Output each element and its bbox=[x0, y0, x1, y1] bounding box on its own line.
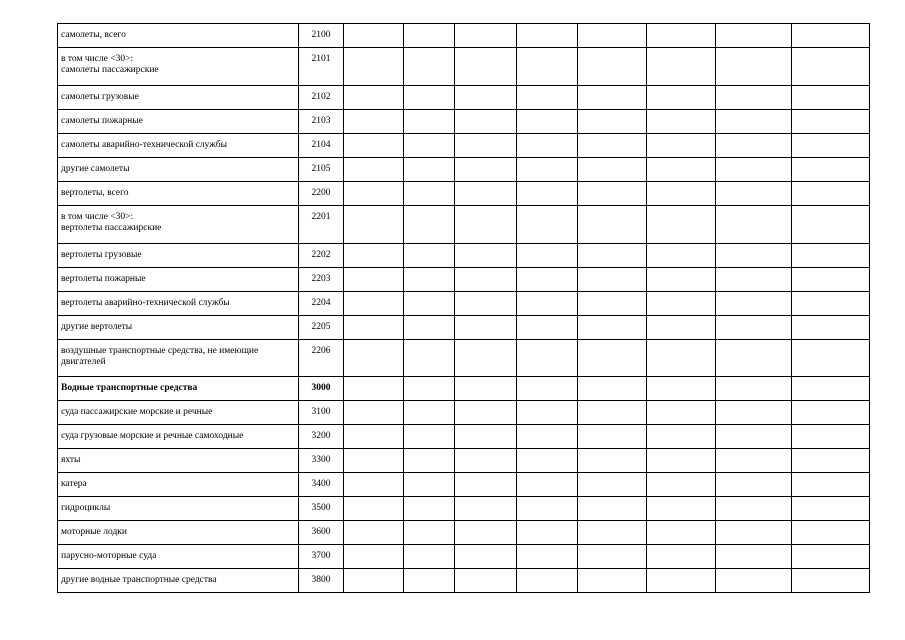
value-cell[interactable] bbox=[716, 377, 792, 401]
value-cell[interactable] bbox=[647, 569, 716, 593]
value-cell[interactable] bbox=[344, 48, 404, 86]
value-cell[interactable] bbox=[344, 24, 404, 48]
row-name-cell: самолеты, всего bbox=[58, 24, 299, 48]
value-cell[interactable] bbox=[404, 182, 455, 206]
value-cell[interactable] bbox=[578, 377, 647, 401]
row-code-cell: 2102 bbox=[299, 86, 344, 110]
table-row bbox=[58, 569, 870, 593]
value-cell[interactable] bbox=[716, 473, 792, 497]
table-row bbox=[58, 24, 870, 48]
value-cell[interactable] bbox=[792, 401, 870, 425]
value-cell[interactable] bbox=[517, 244, 578, 268]
value-cell[interactable] bbox=[716, 545, 792, 569]
value-cell[interactable] bbox=[517, 377, 578, 401]
value-cell[interactable] bbox=[455, 340, 517, 377]
value-cell[interactable] bbox=[344, 86, 404, 110]
table-row bbox=[58, 425, 870, 449]
table-row bbox=[58, 134, 870, 158]
transport-vehicles-table bbox=[57, 23, 870, 593]
value-cell[interactable] bbox=[344, 316, 404, 340]
row-code-cell: 2101 bbox=[299, 48, 344, 86]
value-cell[interactable] bbox=[455, 292, 517, 316]
row-code-cell: 2104 bbox=[299, 134, 344, 158]
value-cell[interactable] bbox=[517, 449, 578, 473]
value-cell[interactable] bbox=[344, 497, 404, 521]
value-cell[interactable] bbox=[344, 449, 404, 473]
value-cell[interactable] bbox=[647, 158, 716, 182]
value-cell[interactable] bbox=[792, 521, 870, 545]
value-cell[interactable] bbox=[404, 521, 455, 545]
row-name-cell bbox=[58, 340, 299, 377]
value-cell[interactable] bbox=[404, 569, 455, 593]
table-row bbox=[58, 48, 870, 86]
table-row bbox=[58, 86, 870, 110]
value-cell[interactable] bbox=[578, 244, 647, 268]
row-name-cell bbox=[58, 48, 299, 86]
table-row bbox=[58, 545, 870, 569]
value-cell[interactable] bbox=[792, 86, 870, 110]
table-row bbox=[58, 206, 870, 244]
value-cell[interactable] bbox=[647, 316, 716, 340]
value-cell[interactable] bbox=[344, 206, 404, 244]
table-row bbox=[58, 449, 870, 473]
value-cell[interactable] bbox=[404, 158, 455, 182]
row-code-cell: 3200 bbox=[299, 425, 344, 449]
value-cell[interactable] bbox=[792, 340, 870, 377]
table-row bbox=[58, 401, 870, 425]
row-name-line2: самолеты пассажирские bbox=[61, 65, 159, 75]
value-cell[interactable] bbox=[647, 86, 716, 110]
value-cell[interactable] bbox=[404, 110, 455, 134]
value-cell[interactable] bbox=[517, 86, 578, 110]
value-cell[interactable] bbox=[455, 545, 517, 569]
value-cell[interactable] bbox=[455, 244, 517, 268]
value-cell[interactable] bbox=[517, 425, 578, 449]
value-cell[interactable] bbox=[647, 340, 716, 377]
value-cell[interactable] bbox=[517, 24, 578, 48]
value-cell[interactable] bbox=[647, 377, 716, 401]
value-cell[interactable] bbox=[716, 206, 792, 244]
row-code-cell: 2105 bbox=[299, 158, 344, 182]
value-cell[interactable] bbox=[404, 206, 455, 244]
value-cell[interactable] bbox=[455, 377, 517, 401]
value-cell[interactable] bbox=[792, 425, 870, 449]
value-cell[interactable] bbox=[517, 158, 578, 182]
value-cell[interactable] bbox=[578, 569, 647, 593]
value-cell[interactable] bbox=[716, 425, 792, 449]
value-cell[interactable] bbox=[792, 268, 870, 292]
value-cell[interactable] bbox=[344, 110, 404, 134]
value-cell[interactable] bbox=[404, 473, 455, 497]
value-cell[interactable] bbox=[716, 292, 792, 316]
value-cell[interactable] bbox=[647, 425, 716, 449]
value-cell[interactable] bbox=[455, 473, 517, 497]
value-cell[interactable] bbox=[344, 134, 404, 158]
value-cell[interactable] bbox=[344, 377, 404, 401]
row-name-cell: вертолеты аварийно-технической службы bbox=[58, 292, 299, 316]
row-name-cell: самолеты грузовые bbox=[58, 86, 299, 110]
row-code-cell: 2103 bbox=[299, 110, 344, 134]
table-row bbox=[58, 521, 870, 545]
value-cell[interactable] bbox=[517, 473, 578, 497]
value-cell[interactable] bbox=[716, 48, 792, 86]
value-cell[interactable] bbox=[455, 497, 517, 521]
table-row bbox=[58, 158, 870, 182]
row-code-cell: 2202 bbox=[299, 244, 344, 268]
value-cell[interactable] bbox=[404, 316, 455, 340]
value-cell[interactable] bbox=[404, 425, 455, 449]
value-cell[interactable] bbox=[716, 86, 792, 110]
value-cell[interactable] bbox=[517, 569, 578, 593]
value-cell[interactable] bbox=[578, 268, 647, 292]
row-code-cell: 2200 bbox=[299, 182, 344, 206]
value-cell[interactable] bbox=[578, 24, 647, 48]
value-cell[interactable] bbox=[404, 244, 455, 268]
value-cell[interactable] bbox=[716, 134, 792, 158]
value-cell[interactable] bbox=[647, 24, 716, 48]
value-cell[interactable] bbox=[578, 86, 647, 110]
value-cell[interactable] bbox=[578, 545, 647, 569]
value-cell[interactable] bbox=[404, 377, 455, 401]
value-cell[interactable] bbox=[716, 449, 792, 473]
row-code-cell: 3700 bbox=[299, 545, 344, 569]
value-cell[interactable] bbox=[716, 569, 792, 593]
value-cell[interactable] bbox=[792, 206, 870, 244]
row-name-cell: парусно-моторные суда bbox=[58, 545, 299, 569]
value-cell[interactable] bbox=[647, 244, 716, 268]
value-cell[interactable] bbox=[455, 48, 517, 86]
row-name-cell: катера bbox=[58, 473, 299, 497]
value-cell[interactable] bbox=[716, 24, 792, 48]
value-cell[interactable] bbox=[344, 473, 404, 497]
value-cell[interactable] bbox=[716, 497, 792, 521]
table-row bbox=[58, 268, 870, 292]
value-cell[interactable] bbox=[647, 110, 716, 134]
value-cell[interactable] bbox=[792, 110, 870, 134]
value-cell[interactable] bbox=[716, 401, 792, 425]
value-cell[interactable] bbox=[344, 340, 404, 377]
row-code-cell: 2205 bbox=[299, 316, 344, 340]
row-name-cell: моторные лодки bbox=[58, 521, 299, 545]
value-cell[interactable] bbox=[517, 182, 578, 206]
value-cell[interactable] bbox=[404, 134, 455, 158]
table-row bbox=[58, 110, 870, 134]
row-name-line2: двигателей bbox=[61, 357, 106, 367]
row-name-cell: вертолеты пожарные bbox=[58, 268, 299, 292]
value-cell[interactable] bbox=[716, 521, 792, 545]
value-cell[interactable] bbox=[792, 316, 870, 340]
value-cell[interactable] bbox=[578, 497, 647, 521]
value-cell[interactable] bbox=[578, 182, 647, 206]
value-cell[interactable] bbox=[716, 158, 792, 182]
row-name-cell: другие вертолеты bbox=[58, 316, 299, 340]
row-code-cell: 2204 bbox=[299, 292, 344, 316]
value-cell[interactable] bbox=[578, 340, 647, 377]
table-row bbox=[58, 316, 870, 340]
value-cell[interactable] bbox=[517, 497, 578, 521]
value-cell[interactable] bbox=[647, 292, 716, 316]
value-cell[interactable] bbox=[578, 292, 647, 316]
value-cell[interactable] bbox=[455, 569, 517, 593]
value-cell[interactable] bbox=[647, 401, 716, 425]
value-cell[interactable] bbox=[455, 401, 517, 425]
table-row bbox=[58, 473, 870, 497]
row-name-line1: в том числе <30>: bbox=[61, 54, 134, 64]
row-code-cell: 3300 bbox=[299, 449, 344, 473]
value-cell[interactable] bbox=[578, 158, 647, 182]
value-cell[interactable] bbox=[455, 425, 517, 449]
row-name-line2: вертолеты пассажирские bbox=[61, 223, 162, 233]
value-cell[interactable] bbox=[792, 449, 870, 473]
value-cell[interactable] bbox=[517, 48, 578, 86]
value-cell[interactable] bbox=[517, 110, 578, 134]
value-cell[interactable] bbox=[404, 24, 455, 48]
table-row bbox=[58, 377, 870, 401]
value-cell[interactable] bbox=[647, 473, 716, 497]
table-row bbox=[58, 292, 870, 316]
value-cell[interactable] bbox=[716, 316, 792, 340]
value-cell[interactable] bbox=[517, 316, 578, 340]
value-cell[interactable] bbox=[578, 521, 647, 545]
value-cell[interactable] bbox=[647, 268, 716, 292]
row-code-cell: 3600 bbox=[299, 521, 344, 545]
value-cell[interactable] bbox=[647, 449, 716, 473]
row-code-cell: 3000 bbox=[299, 377, 344, 401]
value-cell[interactable] bbox=[455, 316, 517, 340]
value-cell[interactable] bbox=[455, 134, 517, 158]
row-code-cell: 3800 bbox=[299, 569, 344, 593]
row-code-cell: 3500 bbox=[299, 497, 344, 521]
value-cell[interactable] bbox=[716, 182, 792, 206]
row-name-cell: гидроциклы bbox=[58, 497, 299, 521]
row-name-line1: воздушные транспортные средства, не имеющие bbox=[61, 346, 259, 356]
value-cell[interactable] bbox=[344, 545, 404, 569]
value-cell[interactable] bbox=[578, 206, 647, 244]
value-cell[interactable] bbox=[455, 521, 517, 545]
table-row bbox=[58, 244, 870, 268]
value-cell[interactable] bbox=[578, 473, 647, 497]
value-cell[interactable] bbox=[404, 86, 455, 110]
value-cell[interactable] bbox=[792, 182, 870, 206]
row-name-cell: суда пассажирские морские и речные bbox=[58, 401, 299, 425]
value-cell[interactable] bbox=[578, 134, 647, 158]
value-cell[interactable] bbox=[344, 268, 404, 292]
value-cell[interactable] bbox=[455, 449, 517, 473]
value-cell[interactable] bbox=[578, 48, 647, 86]
value-cell[interactable] bbox=[792, 545, 870, 569]
value-cell[interactable] bbox=[404, 497, 455, 521]
value-cell[interactable] bbox=[455, 182, 517, 206]
value-cell[interactable] bbox=[455, 24, 517, 48]
value-cell[interactable] bbox=[647, 497, 716, 521]
row-code-cell: 2203 bbox=[299, 268, 344, 292]
row-name-cell: другие водные транспортные средства bbox=[58, 569, 299, 593]
row-name-cell: самолеты аварийно-технической службы bbox=[58, 134, 299, 158]
value-cell[interactable] bbox=[647, 521, 716, 545]
value-cell[interactable] bbox=[716, 110, 792, 134]
value-cell[interactable] bbox=[517, 340, 578, 377]
value-cell[interactable] bbox=[647, 182, 716, 206]
row-name-cell: Водные транспортные средства bbox=[58, 377, 299, 401]
value-cell[interactable] bbox=[578, 425, 647, 449]
value-cell[interactable] bbox=[455, 206, 517, 244]
value-cell[interactable] bbox=[578, 401, 647, 425]
value-cell[interactable] bbox=[404, 48, 455, 86]
table-row bbox=[58, 340, 870, 377]
value-cell[interactable] bbox=[404, 340, 455, 377]
value-cell[interactable] bbox=[404, 449, 455, 473]
value-cell[interactable] bbox=[517, 401, 578, 425]
value-cell[interactable] bbox=[792, 569, 870, 593]
row-name-cell: яхты bbox=[58, 449, 299, 473]
value-cell[interactable] bbox=[716, 340, 792, 377]
value-cell[interactable] bbox=[344, 182, 404, 206]
value-cell[interactable] bbox=[517, 134, 578, 158]
value-cell[interactable] bbox=[344, 292, 404, 316]
value-cell[interactable] bbox=[344, 158, 404, 182]
value-cell[interactable] bbox=[517, 206, 578, 244]
value-cell[interactable] bbox=[517, 545, 578, 569]
value-cell[interactable] bbox=[578, 110, 647, 134]
value-cell[interactable] bbox=[455, 268, 517, 292]
value-cell[interactable] bbox=[344, 425, 404, 449]
value-cell[interactable] bbox=[792, 473, 870, 497]
table-row bbox=[58, 182, 870, 206]
row-code-cell: 2206 bbox=[299, 340, 344, 377]
row-name-cell bbox=[58, 206, 299, 244]
value-cell[interactable] bbox=[455, 86, 517, 110]
row-name-cell: вертолеты, всего bbox=[58, 182, 299, 206]
value-cell[interactable] bbox=[404, 545, 455, 569]
value-cell[interactable] bbox=[647, 134, 716, 158]
value-cell[interactable] bbox=[716, 244, 792, 268]
value-cell[interactable] bbox=[792, 134, 870, 158]
value-cell[interactable] bbox=[792, 377, 870, 401]
value-cell[interactable] bbox=[792, 292, 870, 316]
value-cell[interactable] bbox=[792, 158, 870, 182]
value-cell[interactable] bbox=[792, 48, 870, 86]
value-cell[interactable] bbox=[455, 158, 517, 182]
value-cell[interactable] bbox=[344, 521, 404, 545]
value-cell[interactable] bbox=[792, 497, 870, 521]
row-code-cell: 2100 bbox=[299, 24, 344, 48]
value-cell[interactable] bbox=[344, 244, 404, 268]
row-code-cell: 2201 bbox=[299, 206, 344, 244]
value-cell[interactable] bbox=[344, 569, 404, 593]
row-code-cell: 3400 bbox=[299, 473, 344, 497]
value-cell[interactable] bbox=[578, 316, 647, 340]
value-cell[interactable] bbox=[455, 110, 517, 134]
value-cell[interactable] bbox=[792, 244, 870, 268]
row-name-cell: самолеты пожарные bbox=[58, 110, 299, 134]
value-cell[interactable] bbox=[404, 292, 455, 316]
value-cell[interactable] bbox=[404, 401, 455, 425]
value-cell[interactable] bbox=[404, 268, 455, 292]
value-cell[interactable] bbox=[647, 48, 716, 86]
value-cell[interactable] bbox=[517, 521, 578, 545]
value-cell[interactable] bbox=[517, 292, 578, 316]
row-name-cell: суда грузовые морские и речные самоходные bbox=[58, 425, 299, 449]
value-cell[interactable] bbox=[517, 268, 578, 292]
value-cell[interactable] bbox=[647, 545, 716, 569]
row-name-cell: другие самолеты bbox=[58, 158, 299, 182]
value-cell[interactable] bbox=[716, 268, 792, 292]
row-name-cell: вертолеты грузовые bbox=[58, 244, 299, 268]
value-cell[interactable] bbox=[578, 449, 647, 473]
table-row bbox=[58, 497, 870, 521]
value-cell[interactable] bbox=[647, 206, 716, 244]
row-code-cell: 3100 bbox=[299, 401, 344, 425]
row-name-line1: в том числе <30>: bbox=[61, 212, 134, 222]
value-cell[interactable] bbox=[792, 24, 870, 48]
value-cell[interactable] bbox=[344, 401, 404, 425]
